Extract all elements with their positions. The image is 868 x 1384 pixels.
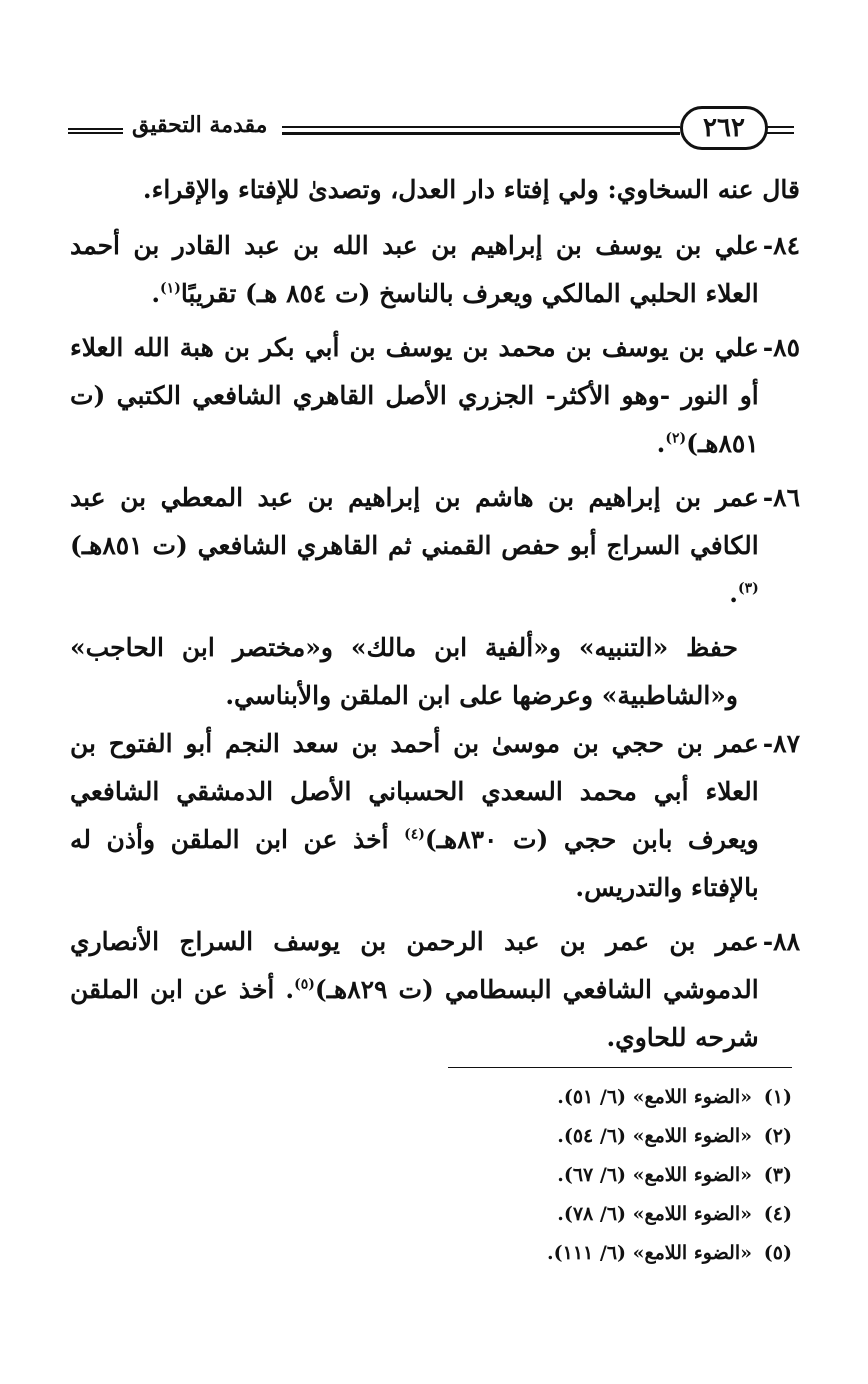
- entry-text: علي بن يوسف بن إبراهيم بن عبد الله بن عبد القادر بن أحمد العلاء الحلبي المالكي ويعرف بالناسخ (ت ٨٥٤ هـ) تقريبًا: [70, 231, 759, 308]
- intro-paragraph: قال عنه السخاوي: ولي إفتاء دار العدل، وتصدىٰ للإفتاء والإقراء.: [142, 175, 800, 204]
- entry-end: .: [656, 429, 666, 458]
- entry-end: أخذ عن ابن الملقن وأذن له بالإفتاء والتدريس.: [70, 825, 759, 902]
- footnote-text: «الضوء اللامع» (٦/ ٦٧).: [557, 1164, 752, 1186]
- entry-body: [70, 720, 759, 912]
- entry-body: [70, 324, 759, 468]
- header-rule-short: [68, 128, 123, 134]
- footnote-text: «الضوء اللامع» (٦/ ٥٤).: [557, 1125, 752, 1147]
- entry-body: [70, 918, 759, 1062]
- header-rule-tail: [766, 126, 794, 134]
- entry-end: .: [729, 579, 738, 608]
- entry-text: علي بن يوسف بن محمد بن يوسف بن أبي بكر بن هبة الله العلاء أو النور -وهو الأكثر- الجزري الأصل القاهري الشافعي الكتبي (ت ٨٥١هـ): [70, 333, 759, 458]
- page-header: [60, 104, 795, 154]
- entry-number: ٨٦-: [762, 483, 800, 512]
- footnote-separator: [448, 1067, 792, 1068]
- main-text: [70, 166, 800, 1068]
- footnote-number: (٣): [763, 1164, 792, 1186]
- footnote-text: «الضوء اللامع» (٦/ ١١١).: [547, 1242, 752, 1264]
- footnote-ref: (١): [160, 280, 181, 297]
- footnote-5: [547, 1234, 792, 1273]
- biography-entry-85: [70, 324, 800, 468]
- footnotes: [547, 1078, 792, 1273]
- entry-text: عمر بن إبراهيم بن هاشم بن إبراهيم بن عبد المعطي بن عبد الكافي السراج أبو حفص القمني ثم القاهري الشافعي (ت ٨٥١هـ): [70, 483, 759, 560]
- header-rule-long: [282, 126, 680, 135]
- biography-entry-88: [70, 918, 800, 1062]
- biography-entry-84: [70, 222, 800, 318]
- entry-body: [70, 222, 759, 318]
- header-title: مقدمة التحقيق: [132, 112, 268, 138]
- footnote-text: «الضوء اللامع» (٦/ ٥١).: [557, 1086, 752, 1108]
- entry-number: ٨٥-: [762, 333, 800, 362]
- footnote-number: (٤): [763, 1203, 792, 1225]
- entry-number: ٨٨-: [762, 927, 800, 956]
- footnote-3: [547, 1156, 792, 1195]
- biography-entry-86: [70, 474, 800, 618]
- entry-86-continuation: حفظ «التنبيه» و«ألفية ابن مالك» و«مختصر ابن الحاجب» و«الشاطبية» وعرضها على ابن الملقن والأبناسي.: [70, 633, 738, 710]
- entry-end: . أخذ عن ابن الملقن شرحه للحاوي.: [70, 975, 759, 1052]
- entry-number: ٨٧-: [762, 729, 800, 758]
- footnote-ref: (٤): [404, 826, 425, 843]
- entry-text: عمر بن عمر بن عبد الرحمن بن يوسف السراج الأنصاري الدموشي الشافعي البسطامي (ت ٨٢٩هـ): [70, 927, 759, 1004]
- footnote-number: (٢): [763, 1125, 792, 1147]
- footnote-text: «الضوء اللامع» (٦/ ٧٨).: [557, 1203, 752, 1225]
- footnote-1: [547, 1078, 792, 1117]
- entry-body: [70, 474, 759, 618]
- footnote-2: [547, 1117, 792, 1156]
- footnote-number: (٥): [763, 1242, 792, 1264]
- footnote-ref: (٣): [737, 580, 759, 597]
- biography-entry-87: [70, 720, 800, 912]
- footnote-ref: (٢): [665, 430, 687, 447]
- footnote-number: (١): [763, 1086, 792, 1108]
- footnote-ref: (٥): [294, 976, 315, 993]
- footnote-4: [547, 1195, 792, 1234]
- entry-text: عمر بن حجي بن موسىٰ بن أحمد بن سعد النجم أبو الفتوح بن العلاء أبي محمد السعدي الحسباني الأصل الدمشقي الشافعي ويعرف بابن حجي (ت ٨٣٠هـ): [70, 729, 759, 854]
- page-number: ٢٦٢: [680, 106, 768, 150]
- entry-number: ٨٤-: [762, 231, 800, 260]
- entry-end: .: [151, 279, 161, 308]
